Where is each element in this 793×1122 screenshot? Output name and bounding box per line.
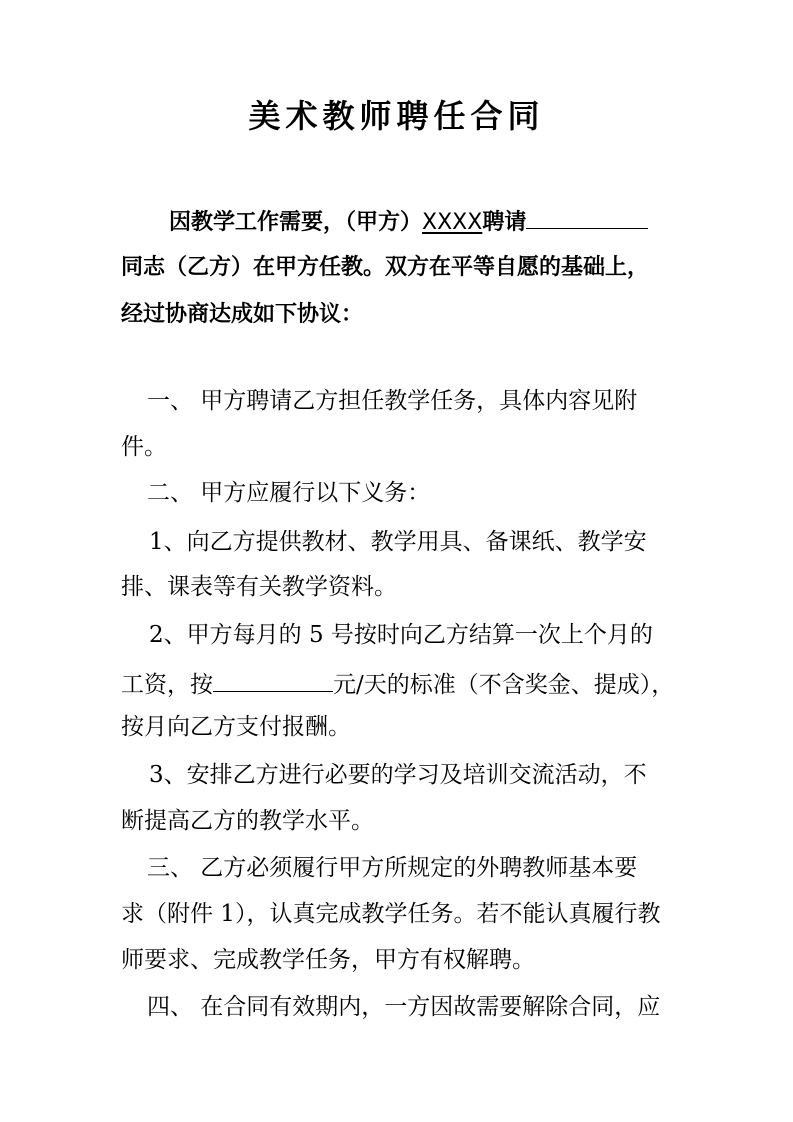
clause-3-line-2: 求（附件 1），认真完成教学任务。若不能认真履行教 xyxy=(121,901,661,927)
clause-4-line-1: 四、 在合同有效期内，一方因故需要解除合同，应 xyxy=(147,994,661,1020)
clause-3-line-1: 三、 乙方必须履行甲方所规定的外聘教师基本要 xyxy=(147,855,638,881)
teacher-name-blank xyxy=(526,202,648,229)
clause-2-item-1-line-1: 1、向乙方提供教材、教学用具、备课纸、教学安 xyxy=(149,529,647,555)
clause-2-item-2-line-2 xyxy=(121,665,674,701)
intro-line-3: 经过协商达成如下协议： xyxy=(121,302,364,327)
clause-2-item-3-line-1: 3、安排乙方进行必要的学习及培训交流活动，不 xyxy=(149,762,647,788)
party-a-name: XXXX xyxy=(422,210,483,235)
clause-2-item-1-line-2: 排、课表等有关教学资料。 xyxy=(121,574,397,600)
clause-2-item-2-line-1: 2、甲方每月的 5 号按时向乙方结算一次上个月的 xyxy=(149,622,653,648)
clause-2-item-3-line-2: 断提高乙方的教学水平。 xyxy=(121,808,374,834)
wage-text-post: 元/天的标准（不含奖金、提成）， xyxy=(333,672,675,698)
daily-rate-blank xyxy=(213,665,333,692)
intro-line-2: 同志（乙方）在甲方任教。双方在平等自愿的基础上， xyxy=(121,255,650,280)
wage-text-pre: 工资，按 xyxy=(121,672,213,698)
clause-2-heading: 二、 甲方应履行以下义务： xyxy=(147,480,431,506)
intro-text-2: 聘请 xyxy=(482,210,527,235)
document-title: 美术教师聘任合同 xyxy=(248,97,545,135)
intro-line-1 xyxy=(169,202,648,239)
clause-3-line-3: 师要求、完成教学任务，甲方有权解聘。 xyxy=(121,947,535,973)
clause-1-line-1: 一、 甲方聘请乙方担任教学任务，具体内容见附 xyxy=(147,388,638,414)
clause-2-item-2-line-3: 按月向乙方支付报酬。 xyxy=(121,714,351,740)
intro-text-1: 因教学工作需要，（甲方） xyxy=(169,210,423,235)
clause-1-line-2: 件。 xyxy=(121,434,167,460)
